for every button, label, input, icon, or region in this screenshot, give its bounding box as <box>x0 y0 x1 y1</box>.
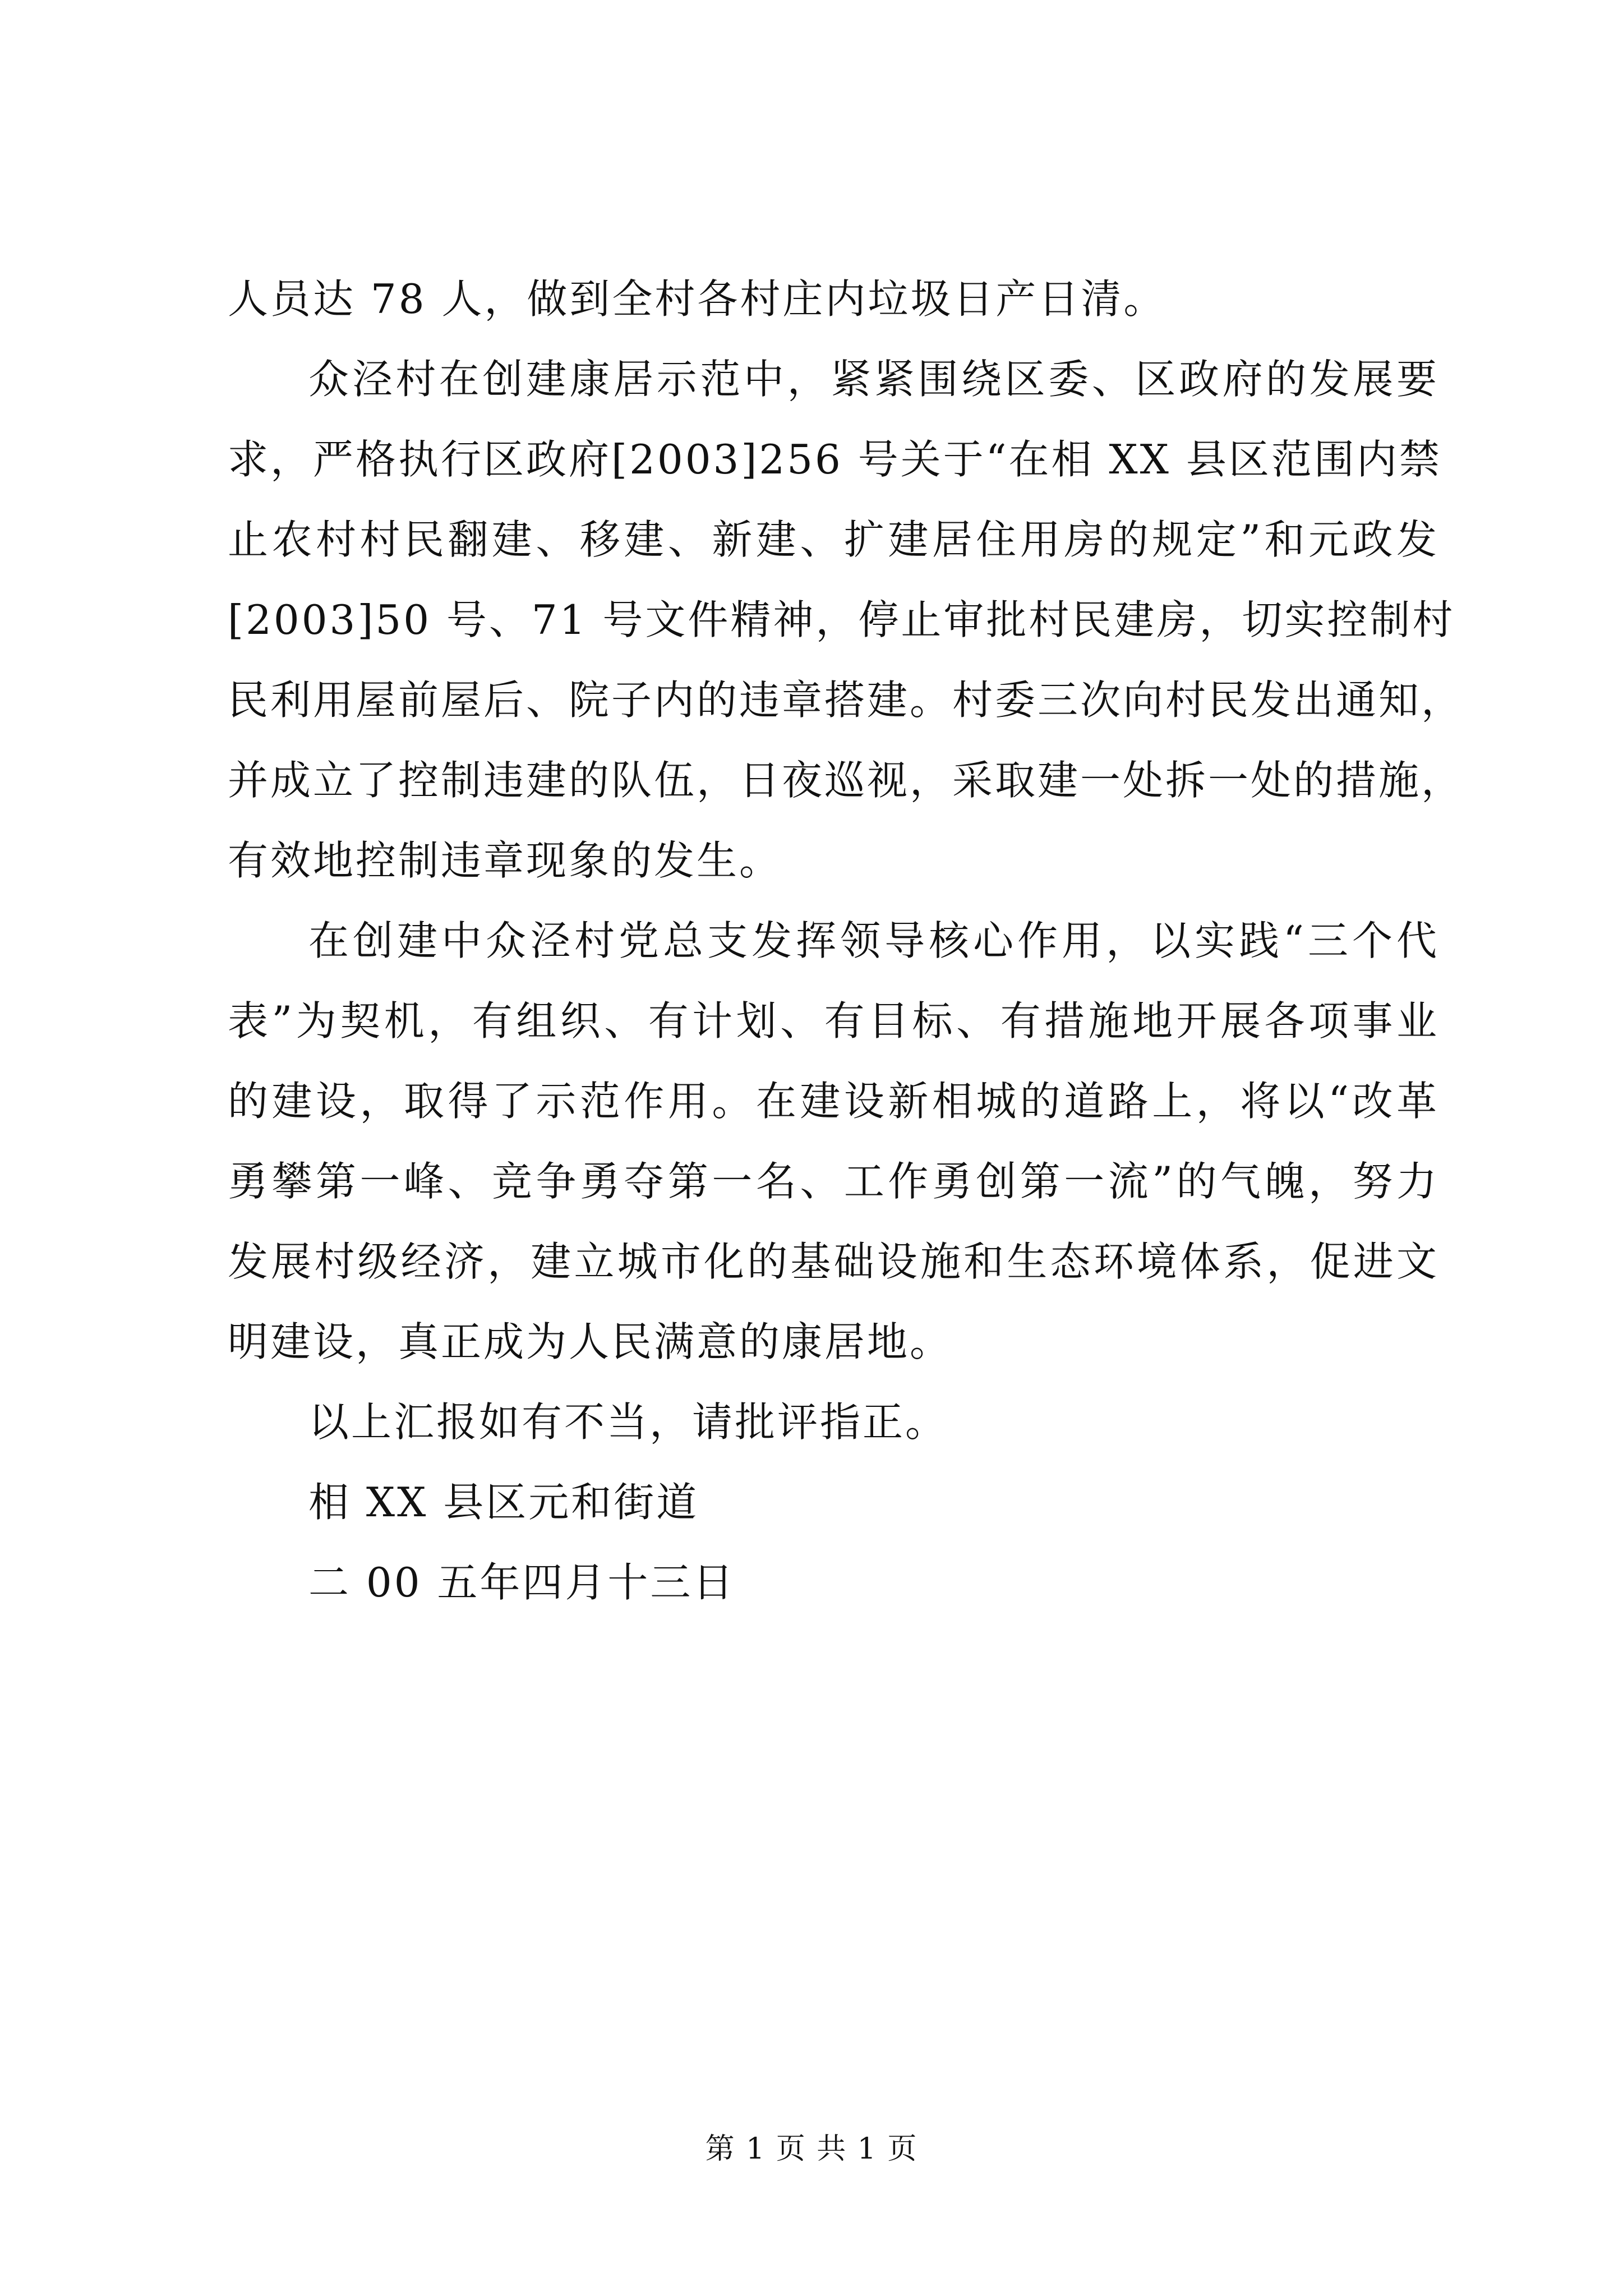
text-line: 有效地控制违章现象的发生。 <box>228 837 782 884</box>
text-line: 发展村级经济，建立城市化的基础设施和生态环境体系，促进文 <box>228 1238 1439 1285</box>
document-body <box>228 259 1464 1623</box>
text-line: 的建设，取得了示范作用。在建设新相城的道路上，将以“改革 <box>228 1078 1439 1125</box>
text-line: 民利用屋前屋后、院子内的违章搭建。村委三次向村民发出通知， <box>228 677 1464 724</box>
text-line: 止农村村民翻建、移建、新建、扩建居住用房的规定”和元政发 <box>228 516 1439 563</box>
signature-organization: 相 XX 县区元和街道 <box>308 1479 699 1526</box>
text-line: [2003]50 号、71 号文件精神，停止审批村民建房，切实控制村 <box>228 596 1455 643</box>
text-line: 表”为契机，有组织、有计划、有目标、有措施地开展各项事业 <box>228 997 1439 1045</box>
text-line: 人员达 78 人，做到全村各村庄内垃圾日产日清。 <box>228 275 1166 323</box>
closing-remark: 以上汇报如有不当，请批评指正。 <box>308 1398 948 1446</box>
signature-date: 二 00 五年四月十三日 <box>308 1559 736 1606</box>
page-number-label: 第 1 页 共 1 页 <box>705 2132 918 2166</box>
text-line: 勇攀第一峰、竞争勇夺第一名、工作勇创第一流”的气魄，努力 <box>228 1158 1439 1205</box>
text-line: 在创建中众泾村党总支发挥领导核心作用，以实践“三个代 <box>308 917 1439 964</box>
text-line: 求，严格执行区政府[2003]256 号关于“在相 XX 县区范围内禁 <box>228 436 1442 483</box>
text-line: 众泾村在创建康居示范中，紧紧围绕区委、区政府的发展要 <box>308 356 1439 403</box>
text-line: 并成立了控制违建的队伍，日夜巡视，采取建一处拆一处的措施， <box>228 757 1464 804</box>
text-line: 明建设，真正成为人民满意的康居地。 <box>228 1318 953 1365</box>
page-footer <box>0 2129 1623 2169</box>
